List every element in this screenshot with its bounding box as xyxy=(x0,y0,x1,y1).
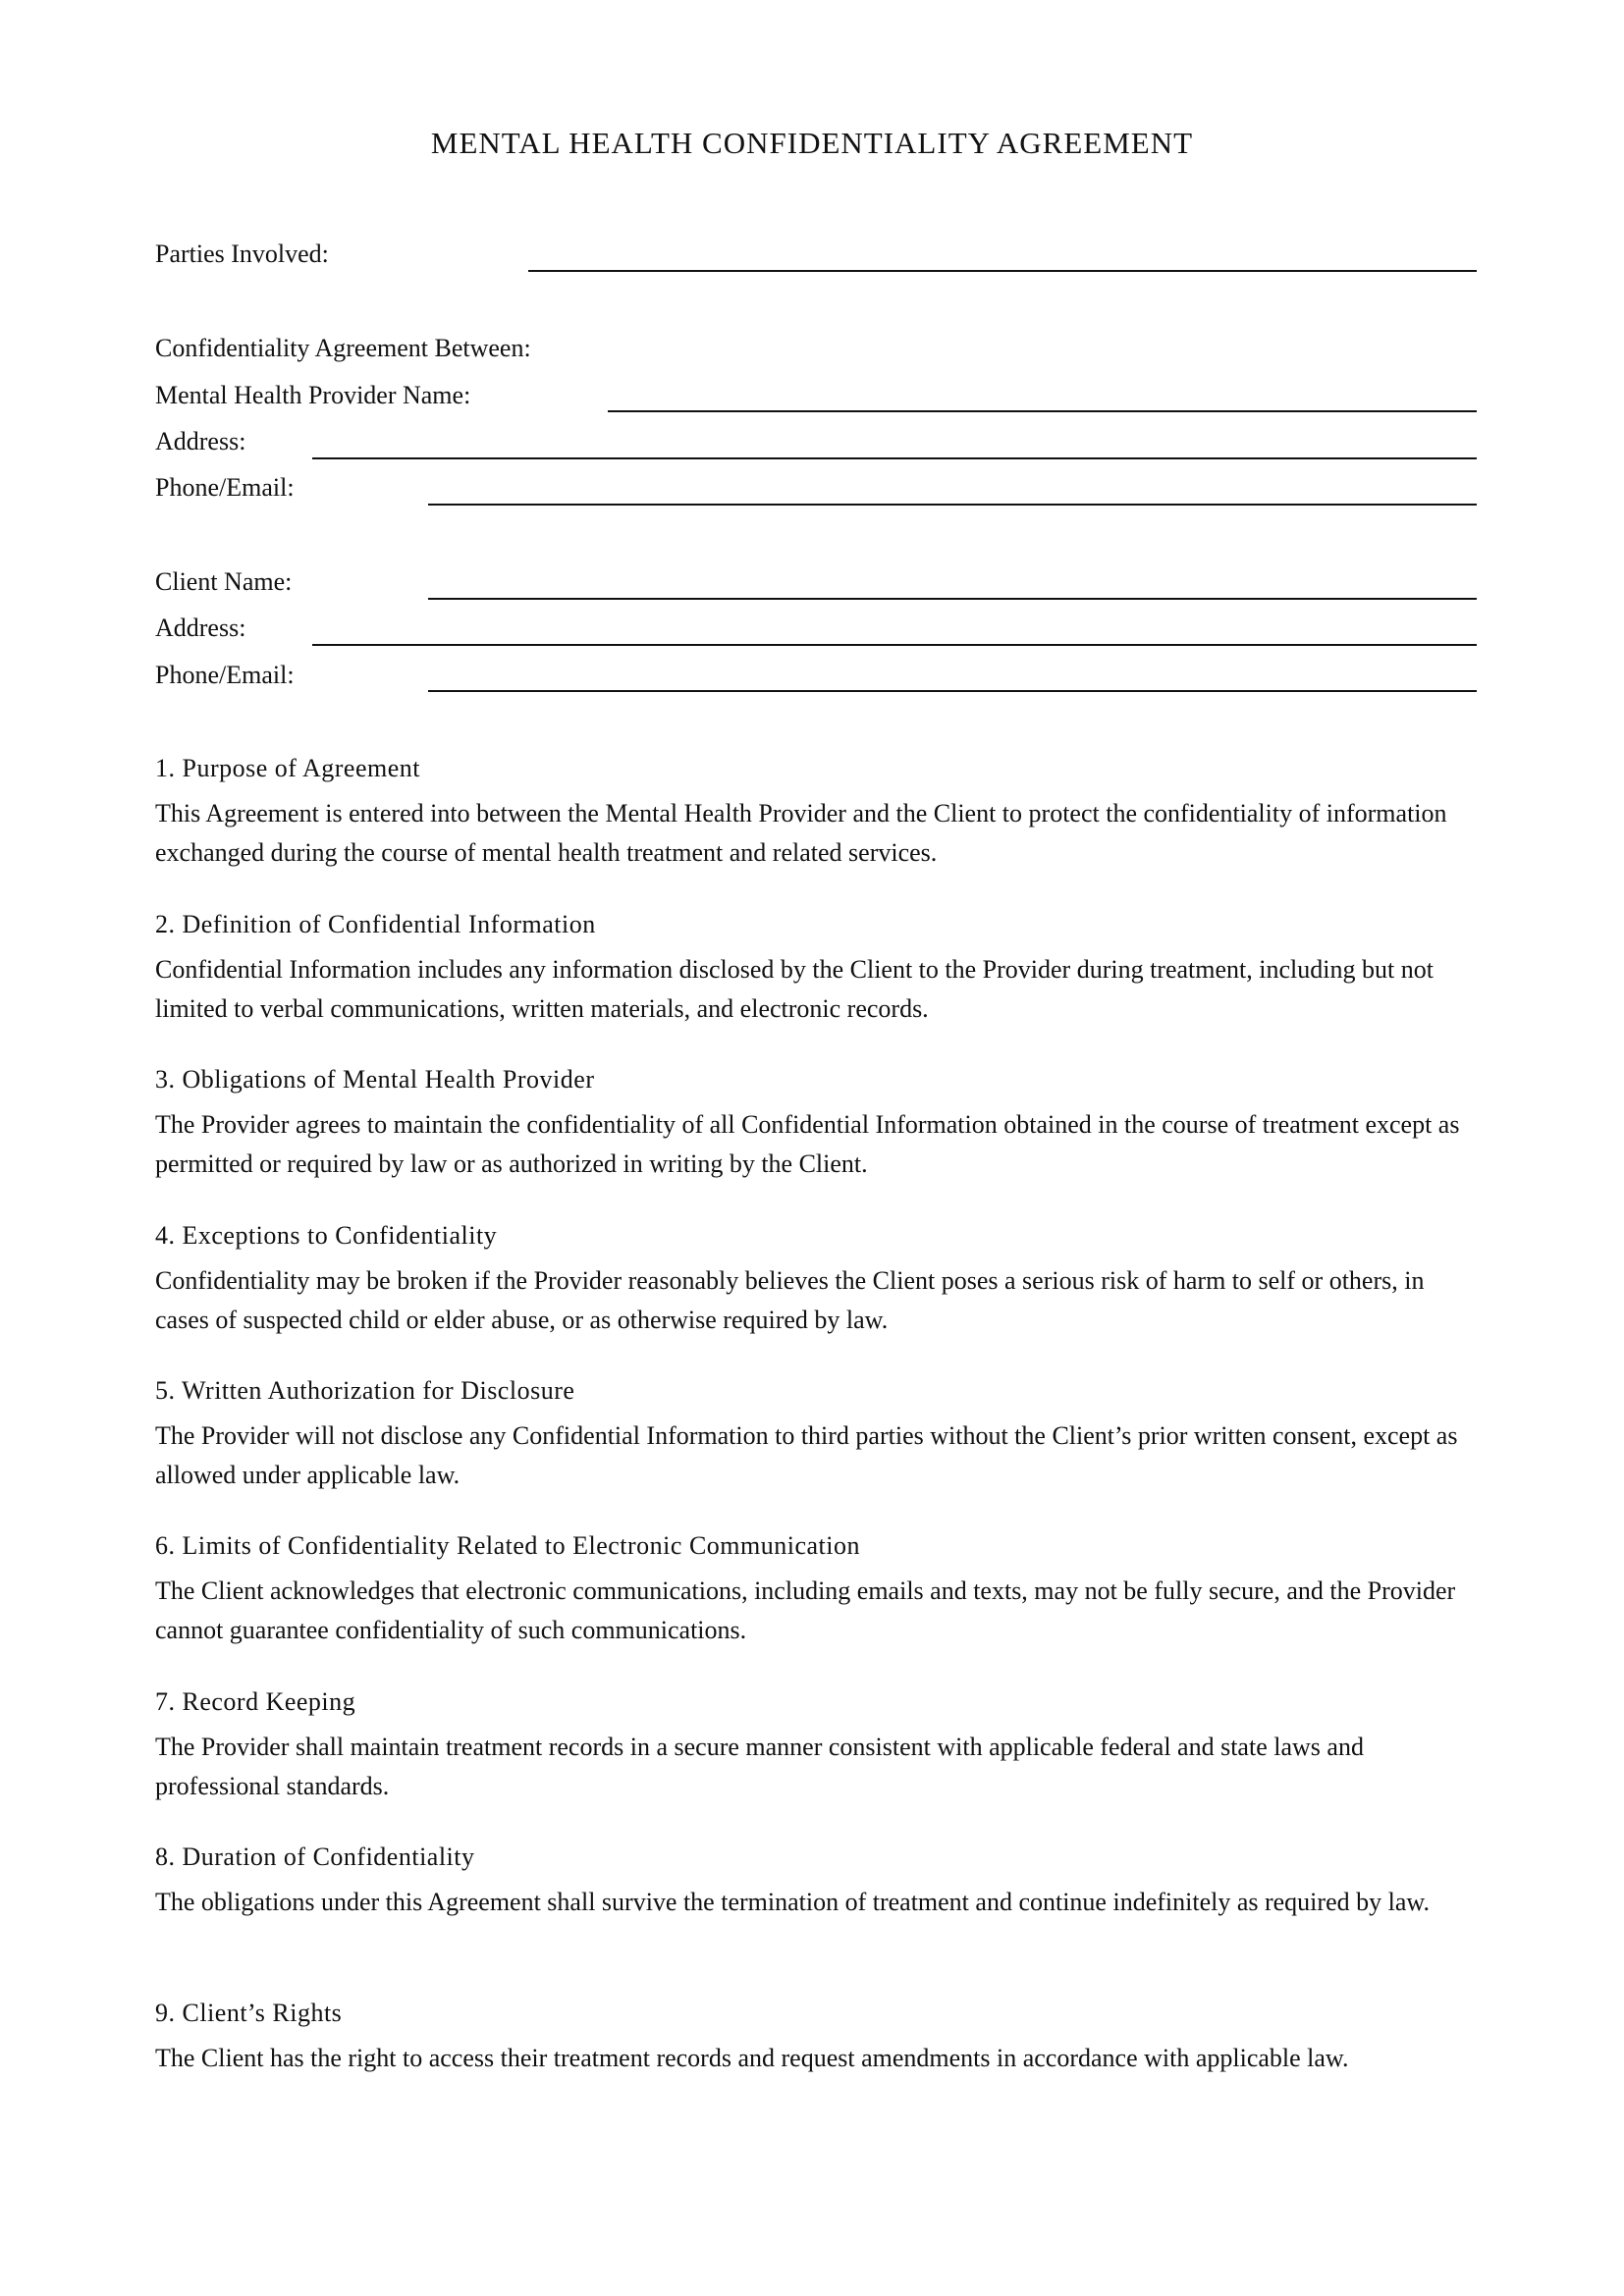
section-heading-definition: 2. Definition of Confidential Information xyxy=(155,910,596,938)
parties-involved-field[interactable] xyxy=(528,270,1477,272)
section-heading-obligations: 3. Obligations of Mental Health Provider xyxy=(155,1065,595,1094)
provider-contact-field[interactable] xyxy=(428,504,1477,506)
section-heading-purpose: 1. Purpose of Agreement xyxy=(155,754,421,782)
provider-name-label: Mental Health Provider Name: xyxy=(155,381,471,409)
section-heading-electronic-limits: 6. Limits of Confidentiality Related to Electronic Communication xyxy=(155,1531,860,1560)
provider-address-label: Address: xyxy=(155,427,246,455)
provider-contact-label: Phone/Email: xyxy=(155,473,295,502)
client-name-label: Client Name: xyxy=(155,567,293,596)
section-heading-authorization: 5. Written Authorization for Disclosure xyxy=(155,1376,575,1405)
section-body-purpose: This Agreement is entered into between the Mental Health Provider and the Client to protect the confidentiality of information exchanged during the course of mental health treatment and related services. xyxy=(155,799,1447,867)
section-body-client-rights: The Client has the right to access their treatment records and request amendments in accordance with applicable law. xyxy=(155,2044,1349,2072)
section-body-exceptions: Confidentiality may be broken if the Provider reasonably believes the Client poses a serious risk of harm to self or others, in cases of suspected child or elder abuse, or as otherwise required by law. xyxy=(155,1266,1425,1334)
section-heading-exceptions: 4. Exceptions to Confidentiality xyxy=(155,1221,498,1250)
agreement-between-heading: Confidentiality Agreement Between: xyxy=(155,334,531,362)
client-address-field[interactable] xyxy=(312,644,1477,646)
section-body-electronic-limits: The Client acknowledges that electronic communications, including emails and texts, may not be fully secure, and the Provider cannot guarantee confidentiality of such communications. xyxy=(155,1576,1456,1644)
client-contact-field[interactable] xyxy=(428,690,1477,692)
provider-address-field[interactable] xyxy=(312,457,1477,459)
section-body-obligations: The Provider agrees to maintain the confidentiality of all Confidential Information obtained in the course of treatment except as permitted or required by law or as authorized in writing by the Client. xyxy=(155,1110,1460,1178)
section-body-duration: The obligations under this Agreement shall survive the termination of treatment and continue indefinitely as required by law. xyxy=(155,1888,1430,1916)
parties-involved-label: Parties Involved: xyxy=(155,240,329,268)
section-heading-record-keeping: 7. Record Keeping xyxy=(155,1687,356,1716)
section-body-record-keeping: The Provider shall maintain treatment records in a secure manner consistent with applicable federal and state laws and professional standards. xyxy=(155,1733,1364,1800)
section-heading-duration: 8. Duration of Confidentiality xyxy=(155,1842,475,1871)
client-name-field[interactable] xyxy=(428,598,1477,600)
document-title: MENTAL HEALTH CONFIDENTIALITY AGREEMENT xyxy=(430,126,1194,160)
section-body-definition: Confidential Information includes any information disclosed by the Client to the Provider during treatment, including but not limited to verbal communications, written materials, and electronic records. xyxy=(155,955,1434,1023)
client-contact-label: Phone/Email: xyxy=(155,661,295,689)
section-body-authorization: The Provider will not disclose any Confidential Information to third parties without the Client’s prior written consent, except as allowed under applicable law. xyxy=(155,1421,1458,1489)
client-address-label: Address: xyxy=(155,614,246,642)
section-heading-client-rights: 9. Client’s Rights xyxy=(155,1999,343,2027)
provider-name-field[interactable] xyxy=(608,410,1477,412)
